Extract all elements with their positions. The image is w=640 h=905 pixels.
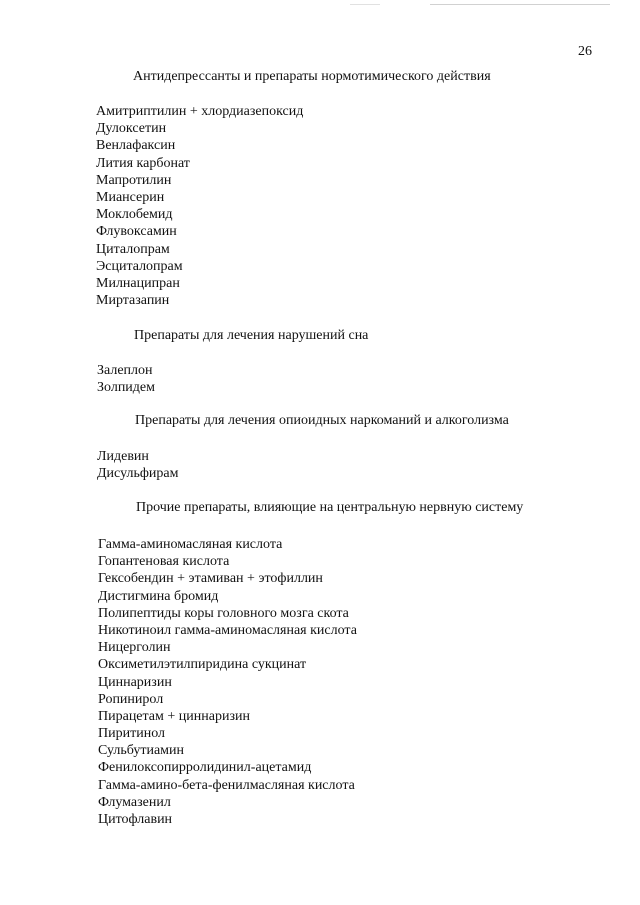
section-title: Препараты для лечения нарушений сна: [134, 328, 369, 343]
page-number: 26: [578, 44, 592, 59]
list-item: Залеплон: [97, 363, 153, 378]
list-item: Моклобемид: [96, 207, 173, 223]
scan-artifact-top: [430, 4, 610, 5]
list-item: Ницерголин: [98, 640, 171, 656]
list-item: Венлафаксин: [96, 138, 176, 154]
list-item: Циннаризин: [98, 674, 172, 690]
list-item: Золпидем: [97, 380, 155, 396]
list-item: Циталопрам: [96, 241, 170, 257]
list-item: Оксиметилэтилпиридина сукцинат: [98, 657, 307, 673]
list-item: Пиритинол: [98, 726, 165, 742]
list-item: Миансерин: [96, 189, 165, 205]
drug-list: [97, 362, 155, 396]
list-item: Флумазенил: [98, 794, 171, 810]
section-title: Препараты для лечения опиоидных наркоманий и алкоголизма: [135, 413, 509, 428]
list-item: Никотиноил гамма-аминомасляная кислота: [98, 622, 357, 638]
list-item: Ропинирол: [98, 691, 164, 707]
list-item: Пирацетам + циннаризин: [98, 708, 250, 724]
list-item: Полипептиды коры головного мозга скота: [98, 605, 349, 621]
drug-list: [97, 448, 178, 482]
list-item: Гамма-аминомасляная кислота: [98, 537, 283, 552]
list-item: Фенилоксопирролидинил-ацетамид: [98, 760, 312, 776]
drug-list: [96, 103, 303, 309]
list-item: Миртазапин: [96, 293, 170, 309]
list-item: Гопантеновая кислота: [98, 554, 230, 570]
list-item: Мапротилин: [96, 172, 172, 188]
list-item: Лидевин: [97, 449, 149, 464]
drug-list: [98, 536, 357, 828]
list-item: Сульбутиамин: [98, 743, 185, 759]
list-item: Дулоксетин: [96, 121, 167, 137]
section-title: Антидепрессанты и препараты нормотимического действия: [133, 69, 491, 84]
list-item: Амитриптилин + хлордиазепоксид: [96, 104, 304, 119]
list-item: Цитофлавин: [98, 812, 173, 827]
scan-artifact-top-dots: [350, 4, 380, 5]
list-item: Дисульфирам: [97, 466, 179, 482]
list-item: Гексобендин + этамиван + этофиллин: [98, 571, 323, 587]
list-item: Милнаципран: [96, 275, 180, 291]
list-item: Гамма-амино-бета-фенилмасляная кислота: [98, 777, 355, 793]
list-item: Дистигмина бромид: [98, 588, 219, 604]
section-title: Прочие препараты, влияющие на центральную нервную систему: [136, 500, 524, 515]
list-item: Лития карбонат: [96, 155, 190, 171]
list-item: Флувоксамин: [96, 224, 177, 240]
list-item: Эсциталопрам: [96, 258, 183, 274]
